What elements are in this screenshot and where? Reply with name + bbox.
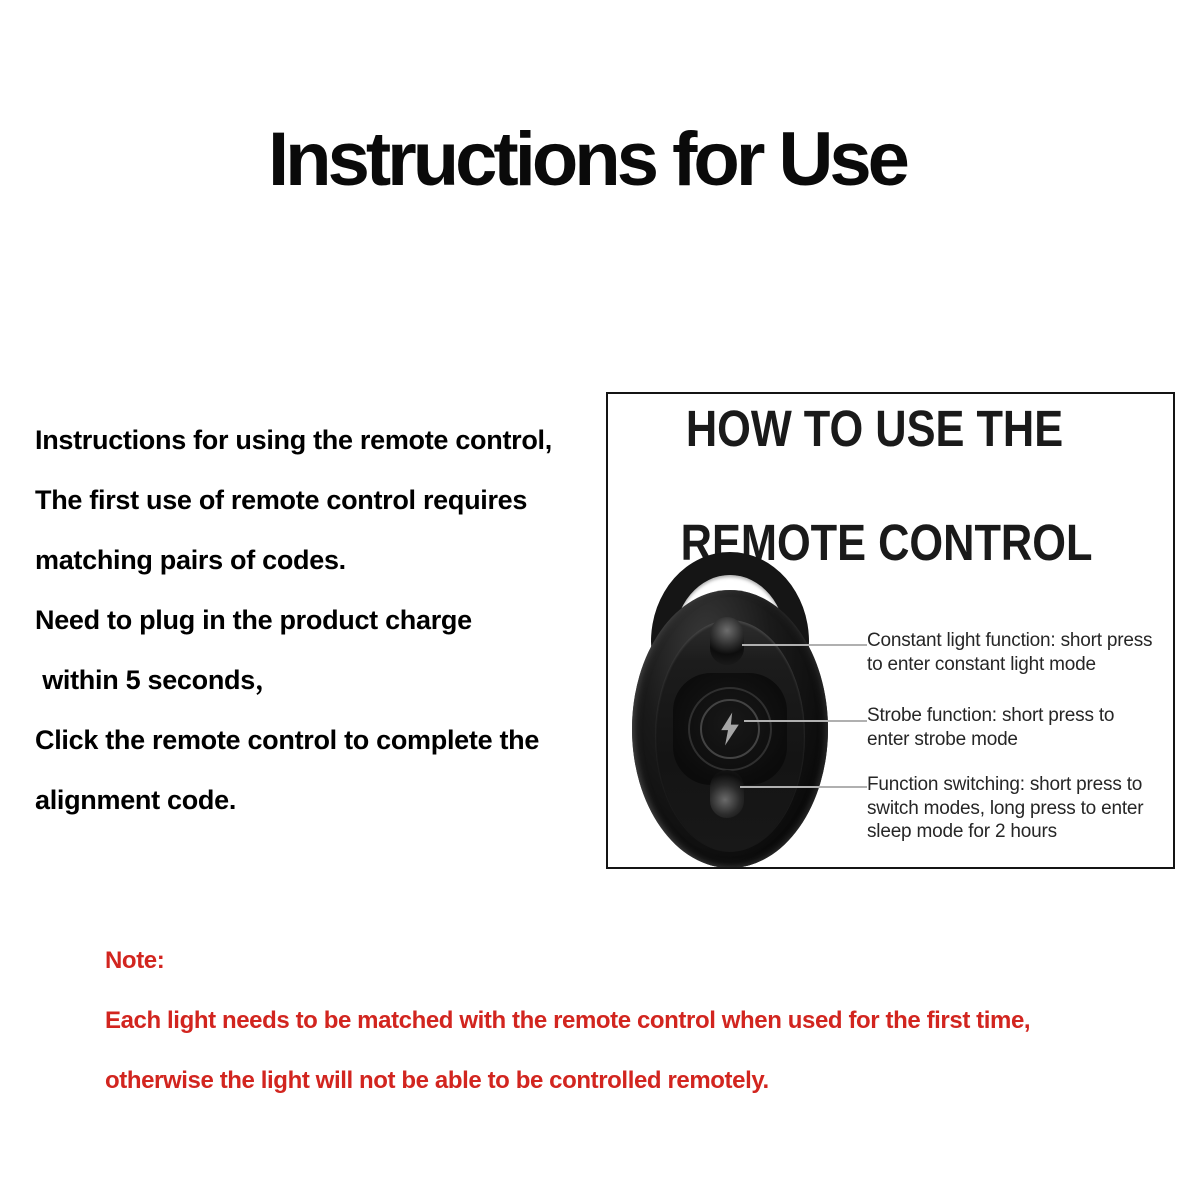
note-line: otherwise the light will not be able to be controlled remotely. xyxy=(105,1067,769,1094)
strobe-button-inner-ring xyxy=(700,699,760,759)
function-switch-button xyxy=(710,770,744,818)
annotation-strobe xyxy=(867,704,1169,751)
note-label: Note: xyxy=(105,947,165,974)
intro-line: The first use of remote control requires xyxy=(35,485,528,515)
intro-line: Instructions for using the remote control, xyxy=(35,425,552,455)
annotation-line: enter strobe mode xyxy=(867,728,1018,750)
intro-line: matching pairs of codes. xyxy=(35,545,346,575)
annotation-constant-light xyxy=(867,629,1169,676)
connector-line-strobe xyxy=(744,720,867,722)
annotation-line: sleep mode for 2 hours xyxy=(867,821,1057,842)
annotation-line: Strobe function: short press to xyxy=(867,705,1115,726)
note-line: Each light needs to be matched with the remote control when used for the first time, xyxy=(105,1007,1031,1034)
box-heading-line2: REMOTE CONTROL xyxy=(680,514,1093,571)
intro-line: Need to plug in the product charge xyxy=(35,605,472,635)
annotation-line: switch modes, long press to enter xyxy=(867,797,1144,819)
box-heading xyxy=(634,400,1114,571)
intro-line: Click the remote control to complete the xyxy=(35,725,540,755)
how-to-box xyxy=(606,392,1175,869)
annotation-line: Constant light function: short press xyxy=(867,630,1153,651)
intro-line: alignment code. xyxy=(35,785,237,815)
connector-line-constant-light xyxy=(742,644,867,646)
annotation-line: Function switching: short press to xyxy=(867,774,1143,795)
strobe-button xyxy=(673,673,787,785)
remote-control-illustration xyxy=(632,552,828,869)
strobe-button-outer-ring xyxy=(688,687,772,771)
annotation-line: to enter constant light mode xyxy=(867,653,1096,675)
page-title: Instructions for Use xyxy=(268,117,906,202)
annotation-function-switching xyxy=(867,773,1169,844)
note-block xyxy=(105,931,1165,1111)
box-heading-line1: HOW TO USE THE xyxy=(685,400,1064,457)
intro-paragraph xyxy=(35,410,635,830)
lightning-bolt-icon xyxy=(719,712,741,746)
intro-line: within 5 seconds， xyxy=(35,665,282,695)
constant-light-button xyxy=(710,617,744,665)
connector-line-function-switch xyxy=(740,786,867,788)
